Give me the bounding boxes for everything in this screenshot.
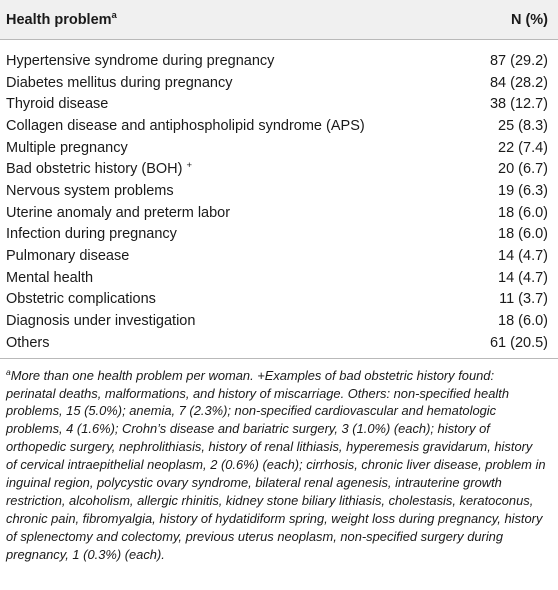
row-health-problem	[6, 291, 156, 307]
row-health-problem-text: Hypertensive syndrome during pregnancy	[6, 52, 275, 69]
row-n-percent: 38 (12.7)	[489, 96, 548, 113]
table-body	[0, 40, 558, 354]
row-n-percent: 87 (29.2)	[489, 52, 548, 69]
row-health-problem	[6, 248, 129, 264]
row-n-percent: 14 (4.7)	[498, 269, 548, 286]
row-n-percent: 84 (28.2)	[489, 74, 548, 91]
row-health-problem-text: Multiple pregnancy	[6, 139, 128, 156]
header-health-problem-text: Health problem	[6, 11, 112, 28]
row-health-problem-text: Bad obstetric history (BOH)	[6, 161, 187, 178]
header-footnote-marker: a	[111, 9, 117, 21]
table-footnote	[0, 359, 558, 564]
table-row	[0, 50, 558, 72]
row-health-problem	[6, 96, 108, 112]
table-row	[0, 158, 558, 180]
table-row	[0, 93, 558, 115]
row-health-problem-text: Obstetric complications	[6, 291, 156, 308]
table-row	[0, 224, 558, 246]
row-n-percent: 20 (6.7)	[498, 161, 548, 178]
header-health-problem	[6, 9, 117, 28]
table-row	[0, 180, 558, 202]
table-row	[0, 310, 558, 332]
row-n-percent: 18 (6.0)	[498, 204, 548, 221]
footnote-text: More than one health problem per woman. +Examples of bad obstetric history found: perinatal deaths, malformations, and history of miscarriage. Others: non-specified health problems, 15 (5.0%); anemia, 7 (2.3%); non-specified cardiovascular and hematologic problems, 4 (1.6%); Crohn’s disease and bariatric surgery, 3 (1.0%) (each); history of orthopedic surgery, nephrolithiasis, history of renal lithiasis, hyperemesis gravidarum, history of cervical intraepithelial neoplasm, 2 (0.6%) (each); cirrhosis, chronic liver disease, problem in inguinal region, polycystic ovary syndrome, bilateral renal agenesis, intrauterine growth restriction, alcoholism, allergic rhinitis, kidney stone biliary lithiasis, cholestasis, keratoconus, chronic pain, fibromyalgia, history of hydatidiform spring, weight loss during pregnancy, history of splenectomy and colectomy, previous uterus neoplasm, non-specified surgery during pregnancy, 1 (0.3%) (each).	[6, 367, 546, 562]
row-health-problem-text: Collagen disease and antiphospholipid syndrome (APS)	[6, 117, 365, 134]
row-footnote-marker: +	[186, 160, 193, 172]
table-row	[0, 115, 558, 137]
row-n-percent: 18 (6.0)	[498, 313, 548, 330]
row-n-percent: 14 (4.7)	[498, 248, 548, 265]
row-health-problem-text: Uterine anomaly and preterm labor	[6, 204, 231, 221]
row-health-problem-text: Nervous system problems	[6, 182, 174, 199]
table-row	[0, 202, 558, 224]
table-row	[0, 72, 558, 94]
row-health-problem-text: Diabetes mellitus during pregnancy	[6, 74, 233, 91]
row-n-percent: 25 (8.3)	[498, 117, 548, 134]
table-header	[0, 0, 558, 40]
table-row	[0, 137, 558, 159]
row-health-problem-text: Others	[6, 334, 50, 351]
row-health-problem	[6, 313, 195, 329]
row-health-problem	[6, 75, 233, 91]
table-row	[0, 289, 558, 311]
footnote-marker: a	[6, 366, 11, 377]
table-row	[0, 267, 558, 289]
row-health-problem	[6, 205, 230, 221]
row-n-percent: 11 (3.7)	[499, 291, 548, 308]
row-health-problem-text: Diagnosis under investigation	[6, 313, 196, 330]
row-health-problem	[6, 183, 174, 199]
row-health-problem	[6, 118, 365, 134]
row-health-problem-text: Thyroid disease	[6, 96, 109, 113]
row-n-percent: 61 (20.5)	[489, 334, 548, 351]
row-health-problem-text: Pulmonary disease	[6, 248, 130, 265]
row-health-problem	[6, 53, 274, 69]
row-n-percent: 22 (7.4)	[498, 139, 548, 156]
table-row	[0, 245, 558, 267]
table-row	[0, 332, 558, 354]
header-n-percent: N (%)	[510, 11, 548, 28]
row-health-problem-text: Mental health	[6, 269, 94, 286]
row-health-problem	[6, 270, 93, 286]
row-health-problem	[6, 226, 177, 242]
row-n-percent: 18 (6.0)	[498, 226, 548, 243]
row-health-problem	[6, 140, 128, 156]
row-health-problem-text: Infection during pregnancy	[6, 226, 177, 243]
row-health-problem	[6, 335, 50, 351]
row-health-problem	[6, 161, 192, 177]
row-n-percent: 19 (6.3)	[498, 182, 548, 199]
